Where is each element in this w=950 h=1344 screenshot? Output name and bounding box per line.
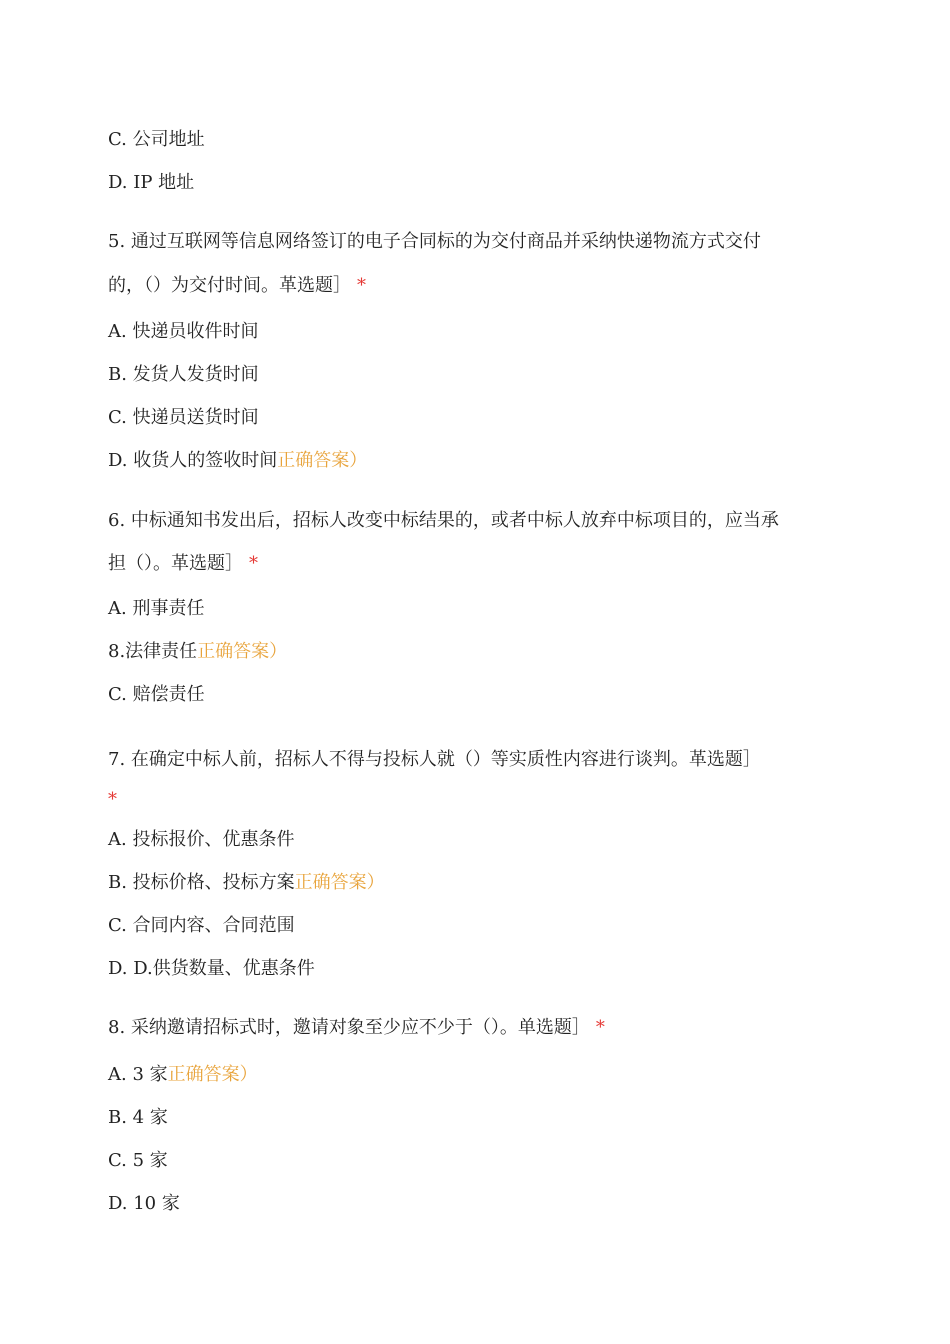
question-7-option-c: C. 合同内容、合同范围	[108, 915, 295, 936]
question-6-option-b	[108, 640, 287, 664]
question-6-text-line1: 6. 中标通知书发出后，招标人改变中标结果的，或者中标人放弃中标项目的，应当承	[108, 510, 779, 531]
question-7-option-d: D. D.供货数量、优惠条件	[108, 958, 315, 979]
question-6-text: 担（）。革选题］	[108, 553, 243, 574]
option-text: 8.法律责任	[108, 641, 198, 662]
question-6-option-c: C. 赔偿责任	[108, 684, 205, 705]
option-text: D. 收货人的签收时间	[108, 450, 278, 471]
option-text: A. 3 家	[108, 1064, 168, 1085]
question-8-option-d: D. 10 家	[108, 1193, 180, 1214]
required-star: *	[108, 789, 117, 810]
correct-answer-label: 正确答案）	[197, 641, 288, 662]
question-7-option-b	[108, 871, 385, 895]
option-d-prev: D. IP 地址	[108, 172, 195, 193]
question-5-text-line1: 5. 通过互联网等信息网络签订的电子合同标的为交付商品并采纳快递物流方式交付	[108, 231, 761, 252]
correct-answer-label: 正确答案）	[167, 1064, 258, 1085]
required-star: *	[595, 1017, 605, 1038]
question-5-option-b: B. 发货人发货时间	[108, 364, 259, 385]
question-8-text: 8. 采纳邀请招标式时，邀请对象至少应不少于（）。单选题］	[108, 1017, 590, 1038]
question-8-option-a	[108, 1063, 258, 1087]
question-6-option-a: A. 刑事责任	[108, 598, 205, 619]
question-5-option-c: C. 快递员送货时间	[108, 407, 259, 428]
question-7-text-line1: 7. 在确定中标人前，招标人不得与投标人就（）等实质性内容进行谈判。革选题］	[108, 749, 761, 770]
question-8-option-c: C. 5 家	[108, 1150, 168, 1171]
question-5-text-line2	[108, 274, 366, 298]
question-8-text-line1	[108, 1016, 605, 1040]
option-c-prev: C. 公司地址	[108, 129, 205, 150]
question-7-option-a: A. 投标报价、优惠条件	[108, 829, 295, 850]
question-5-option-a: A. 快递员收件时间	[108, 321, 259, 342]
correct-answer-label: 正确答案）	[294, 872, 385, 893]
correct-answer-label: 正确答案）	[277, 450, 368, 471]
required-star: *	[249, 553, 258, 574]
question-8-option-b: B. 4 家	[108, 1107, 168, 1128]
question-5-text: 的，（）为交付时间。革选题］	[108, 275, 351, 296]
option-text: B. 投标价格、投标方案	[108, 872, 295, 893]
question-5-option-d	[108, 449, 367, 473]
question-6-text-line2	[108, 552, 258, 576]
required-star: *	[357, 275, 366, 296]
